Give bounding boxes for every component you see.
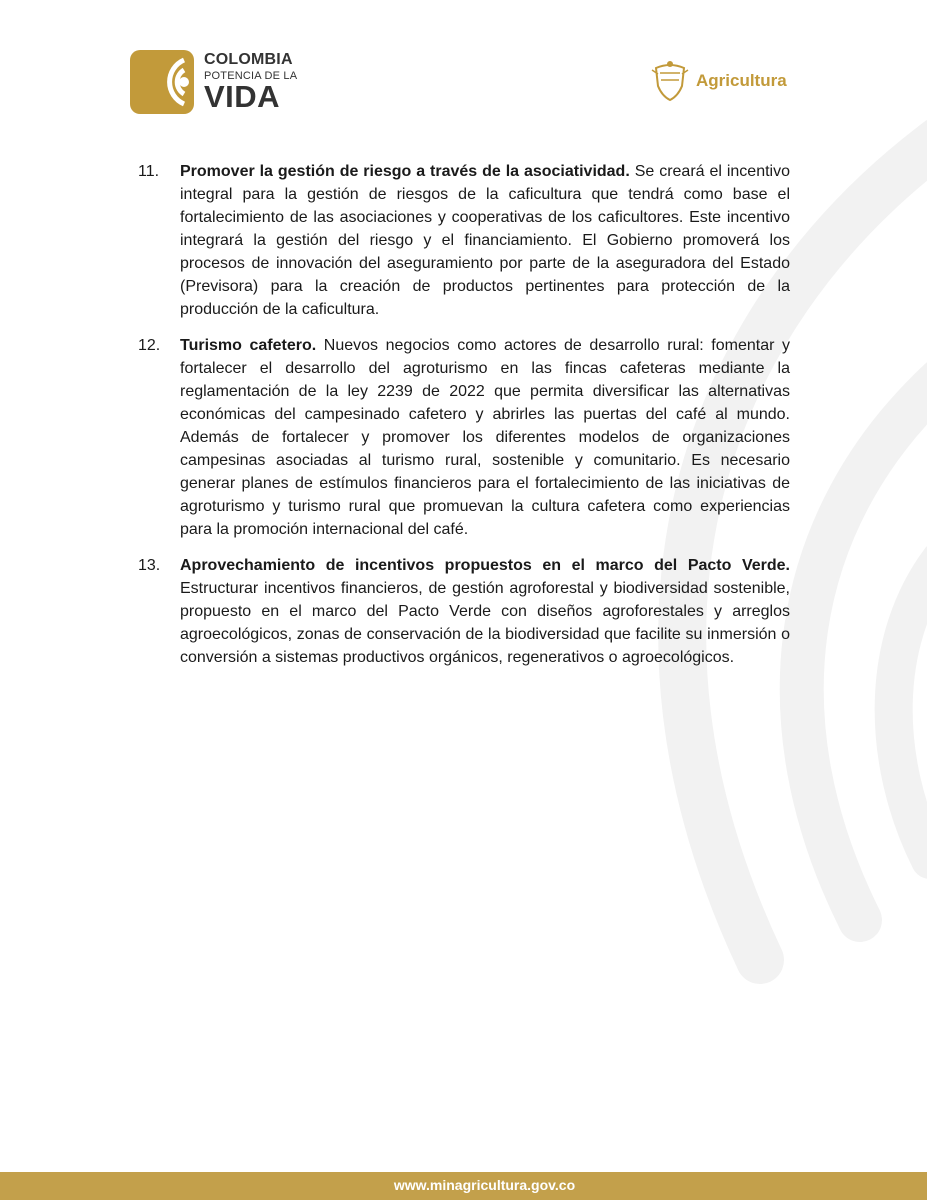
logo-line2: POTENCIA DE LA xyxy=(204,70,298,82)
logo-line1: COLOMBIA xyxy=(204,51,293,68)
item-body: Nuevos negocios como actores de desarrollo rural: fomentar y fortalecer el desarrollo del agroturismo en las fincas cafeteras mediante la reglamentación de la ley 2239 de 2022 que permita diversificar las alternativas económicas del campesinado cafetero y abrirles las puertas del café al mundo. Además de fortalecer y promover los diferentes modelos de organizaciones campesinas asociadas al turismo rural, sostenible y comunitario. Es necesario generar planes de estímulos financieros para el fortalecimiento de las iniciativas de agroturismo y turismo rural que promuevan la cultura cafetera como experiencias para la promoción internacional del café. xyxy=(180,337,791,538)
colombia-potencia-logo xyxy=(130,50,310,114)
page-footer xyxy=(0,1172,927,1200)
agricultura-logo xyxy=(650,60,810,104)
item-body: Estructurar incentivos financieros, de gestión agroforestal y biodiversidad sostenible, propuesto en el marco del Pacto Verde con diseños agroforestales y arreglos agroecológicos, zonas de conservación de la biodiversidad que facilite su inmersión o conversión a sistemas productivos orgánicos, regenerativos o agroecológicos. xyxy=(180,580,790,666)
document-body xyxy=(138,160,790,682)
item-title: Promover la gestión de riesgo a través de la asociatividad. xyxy=(180,163,630,180)
item-body: Se creará el incentivo integral para la gestión de riesgos de la caficultura que tendrá como base el fortalecimiento de las asociaciones y cooperativas de los caficultores. Este incentivo integrará la gestión del riesgo y el financiamiento. El Gobierno promoverá los procesos de innovación del aseguramiento por parte de la aseguradora del Estado (Previsora) para la creación de productos pertinentes para protección de la producción de la caficultura. xyxy=(180,163,790,318)
footer-url: www.minagricultura.gov.co xyxy=(393,1177,576,1193)
item-title: Aprovechamiento de incentivos propuestos en el marco del Pacto Verde. xyxy=(180,557,790,574)
item-number: 12. xyxy=(138,337,161,354)
list-item xyxy=(138,554,790,669)
item-paragraph xyxy=(180,554,790,669)
item-title: Turismo cafetero. xyxy=(180,337,317,354)
item-number: 13. xyxy=(138,557,161,574)
list-item xyxy=(138,334,790,541)
list-item xyxy=(138,160,790,321)
coat-of-arms-icon xyxy=(650,60,690,104)
page-header xyxy=(0,0,927,140)
item-paragraph xyxy=(180,160,790,321)
signal-waves-icon xyxy=(130,50,194,114)
item-number: 11. xyxy=(138,163,160,180)
logo-line3: VIDA xyxy=(204,79,281,114)
agricultura-label: Agricultura xyxy=(696,71,787,90)
item-paragraph xyxy=(180,334,790,541)
